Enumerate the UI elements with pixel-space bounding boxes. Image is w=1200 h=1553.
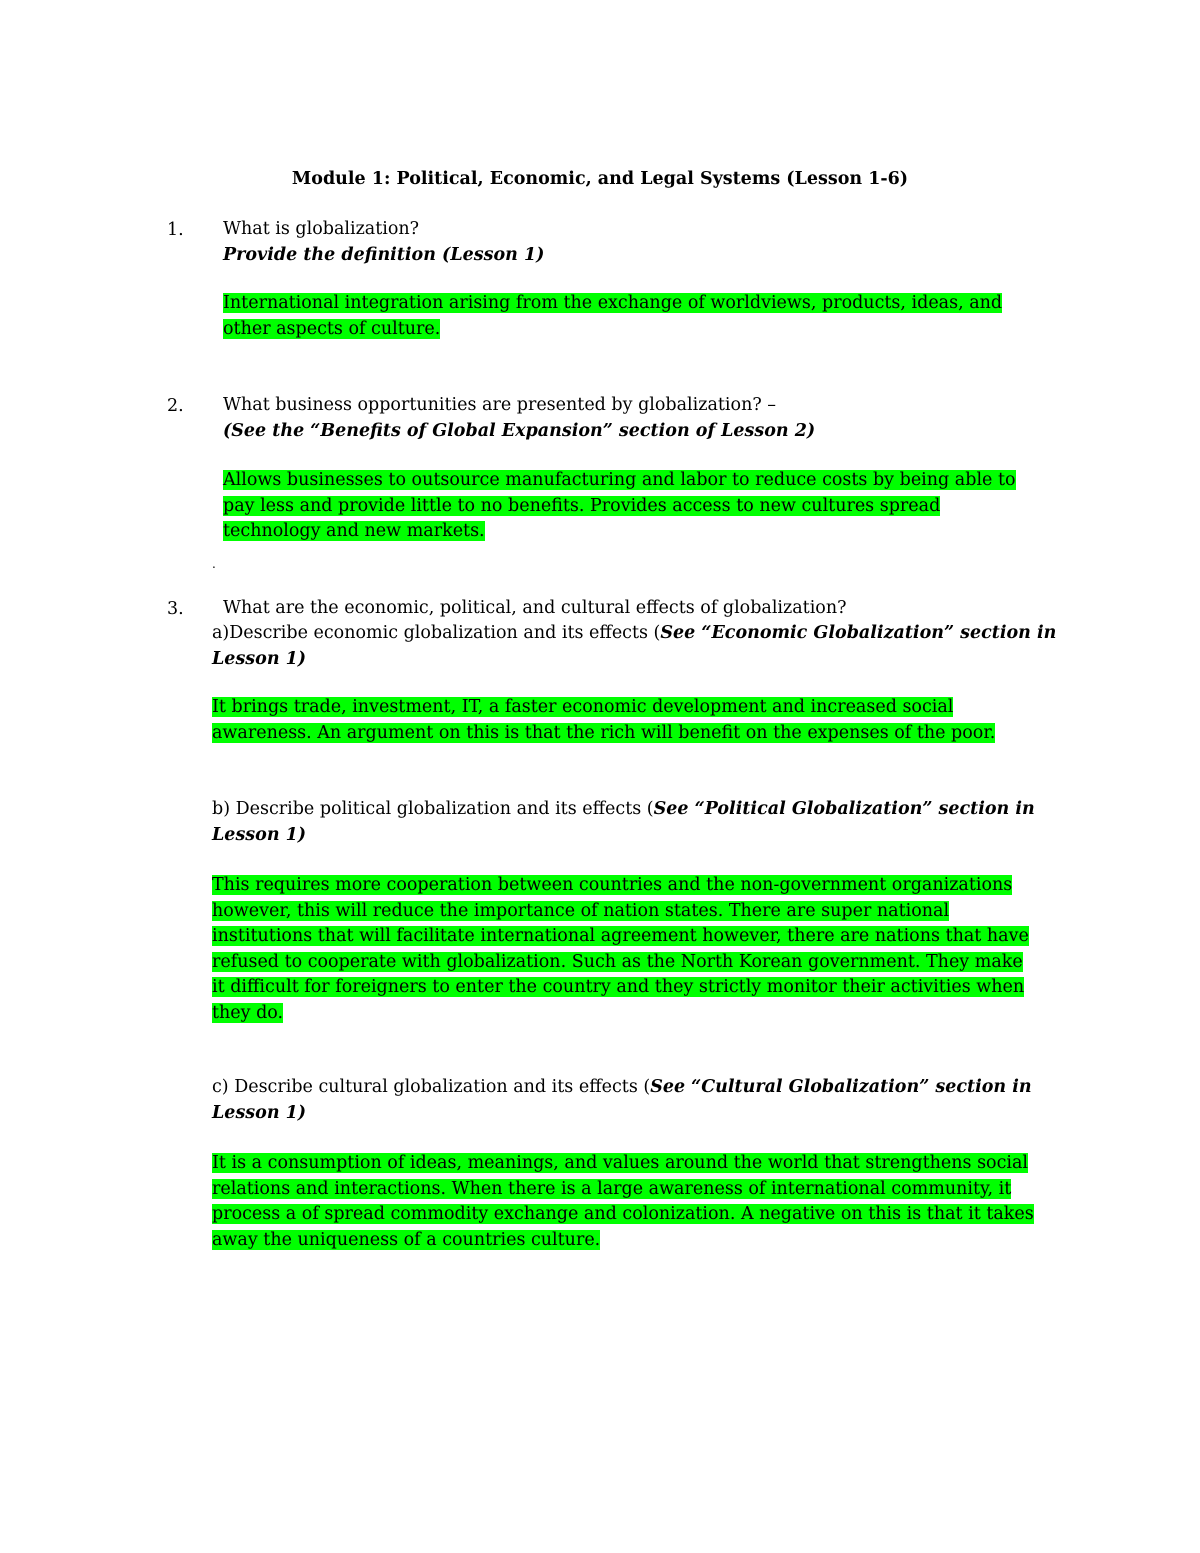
question-3-text: What are the economic, political, and cultural effects of globalization? (223, 598, 847, 618)
answer-2-line: Allows businesses to outsource manufacturing and labor to reduce costs by being able to (223, 470, 1016, 490)
stray-mark: . (212, 557, 216, 571)
document-title: Module 1: Political, Economic, and Legal Systems (Lesson 1-6) (291, 169, 909, 189)
question-3a-prompt: a)Describe economic globalization and its effects ( (212, 623, 661, 643)
question-2-hint: (See the “Benefits of Global Expansion” section of Lesson 2) (223, 420, 816, 441)
answer-2-line: technology and new markets. (223, 521, 485, 541)
question-1-number: 1. (167, 220, 184, 240)
question-2 (223, 393, 815, 444)
answer-3a-line: It brings trade, investment, IT, a faster economic development and increased social (212, 697, 954, 717)
question-1-hint: Provide the definition (Lesson 1) (223, 244, 545, 265)
answer-3c-line: away the uniqueness of a countries culture. (212, 1229, 601, 1250)
answer-2 (223, 468, 1016, 545)
question-3b-prompt: b) Describe political globalization and its effects ( (212, 799, 654, 819)
question-3-number: 3. (167, 599, 184, 619)
question-3b-hint-line2: Lesson 1) (212, 824, 307, 845)
question-1-text: What is globalization? (223, 219, 420, 239)
question-3a-hint: See “Economic Globalization” section in (660, 623, 1057, 643)
question-1 (223, 217, 544, 268)
answer-3b-line: This requires more cooperation between countries and the non-government organizations (212, 875, 1013, 895)
question-2-text: What business opportunities are presented by globalization? – (223, 395, 777, 415)
answer-3c-line: It is a consumption of ideas, meanings, and values around the world that strengthens social (212, 1153, 1029, 1173)
answer-3c (212, 1151, 1034, 1253)
answer-3b (212, 873, 1029, 1026)
answer-3b-line: institutions that will facilitate international agreement however, there are nations that have (212, 926, 1029, 946)
answer-3c-line: process a of spread commodity exchange and colonization. A negative on this is that it takes (212, 1204, 1034, 1224)
answer-3a (212, 695, 995, 746)
question-3b (212, 797, 1035, 848)
answer-3b-line: it difficult for foreigners to enter the country and they strictly monitor their activities when (212, 977, 1025, 997)
question-3b-hint: See “Political Globalization” section in (653, 799, 1035, 819)
answer-3b-line: they do. (212, 1002, 284, 1023)
answer-2-line: pay less and provide little to no benefits. Provides access to new cultures spread (223, 495, 941, 516)
question-3c-prompt: c) Describe cultural globalization and its effects ( (212, 1077, 651, 1097)
answer-3c-line: relations and interactions. When there is a large awareness of international community, it (212, 1178, 1012, 1199)
question-3a-hint-line2: Lesson 1) (212, 648, 307, 669)
question-2-number: 2. (167, 396, 184, 416)
answer-1-line: International integration arising from the exchange of worldviews, products, ideas, and (223, 293, 1003, 313)
question-3c-hint: See “Cultural Globalization” section in (650, 1077, 1032, 1097)
answer-3a-line: awareness. An argument on this is that the rich will benefit on the expenses of the poor. (212, 722, 996, 743)
question-3c-hint-line2: Lesson 1) (212, 1102, 307, 1123)
answer-1 (223, 291, 1002, 342)
answer-3b-line: refused to cooperate with globalization. Such as the North Korean government. They make (212, 951, 1023, 972)
question-3c (212, 1075, 1032, 1126)
answer-3b-line: however, this will reduce the importance of nation states. There are super national (212, 900, 950, 921)
question-3a (212, 621, 1056, 672)
answer-1-line: other aspects of culture. (223, 318, 441, 339)
